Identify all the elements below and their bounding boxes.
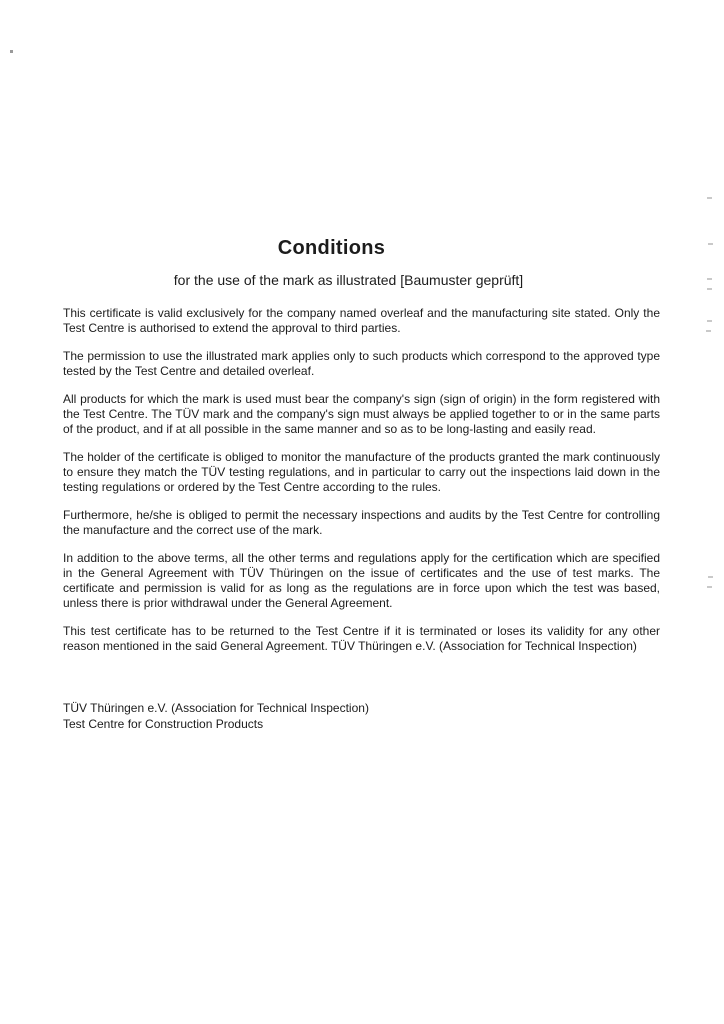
paragraph: All products for which the mark is used must bear the company's sign (sign of origin) in the form registered with the Test Centre. The TÜV mark and the company's sign must always be applied together to or in the same parts of the product, and if at all possible in the same manner and so as to be long-lasting and easily read.	[63, 392, 660, 436]
scan-artifact	[707, 320, 712, 322]
scan-artifact	[708, 576, 713, 578]
paragraph: This test certificate has to be returned to the Test Centre if it is terminated or loses its validity for any other reason mentioned in the said General Agreement. TÜV Thüringen e.V. (Association for Technical Inspection)	[63, 624, 660, 653]
paragraph: The permission to use the illustrated mark applies only to such products which correspond to the approved type tested by the Test Centre and detailed overleaf.	[63, 349, 660, 378]
scan-artifact	[707, 278, 712, 280]
scan-artifact	[707, 288, 712, 290]
document-content	[63, 237, 660, 667]
footer-department: Test Centre for Construction Products	[63, 716, 264, 731]
scan-speck	[10, 50, 13, 53]
paragraph: This certificate is valid exclusively for the company named overleaf and the manufacturing site stated. Only the Test Centre is authorised to extend the approval to third parties.	[63, 306, 660, 335]
document-footer	[63, 701, 660, 732]
document-title: Conditions	[277, 237, 386, 259]
paragraph: Furthermore, he/she is obliged to permit the necessary inspections and audits by the Test Centre for controlling the manufacture and the correct use of the mark.	[63, 508, 660, 537]
scan-artifact	[706, 330, 711, 332]
scan-artifact	[708, 243, 713, 245]
document-subtitle: for the use of the mark as illustrated [Baumuster geprüft]	[173, 272, 524, 288]
footer-organization: TÜV Thüringen e.V. (Association for Technical Inspection)	[63, 701, 369, 715]
paragraph: In addition to the above terms, all the other terms and regulations apply for the certification which are specified in the General Agreement with TÜV Thüringen on the issue of certificates and the use of test marks. The certificate and permission is valid for as long as the regulations are in force upon which the test was based, unless there is prior withdrawal under the General Agreement.	[63, 551, 660, 610]
scan-artifact	[707, 586, 712, 588]
conditions-paragraphs	[63, 306, 660, 654]
scan-artifact	[707, 197, 712, 199]
paragraph: The holder of the certificate is obliged to monitor the manufacture of the products granted the mark continuously to ensure they match the TÜV testing regulations, and in particular to carry out the inspections laid down in the testing regulations or ordered by the Test Centre according to the rules.	[63, 450, 660, 494]
